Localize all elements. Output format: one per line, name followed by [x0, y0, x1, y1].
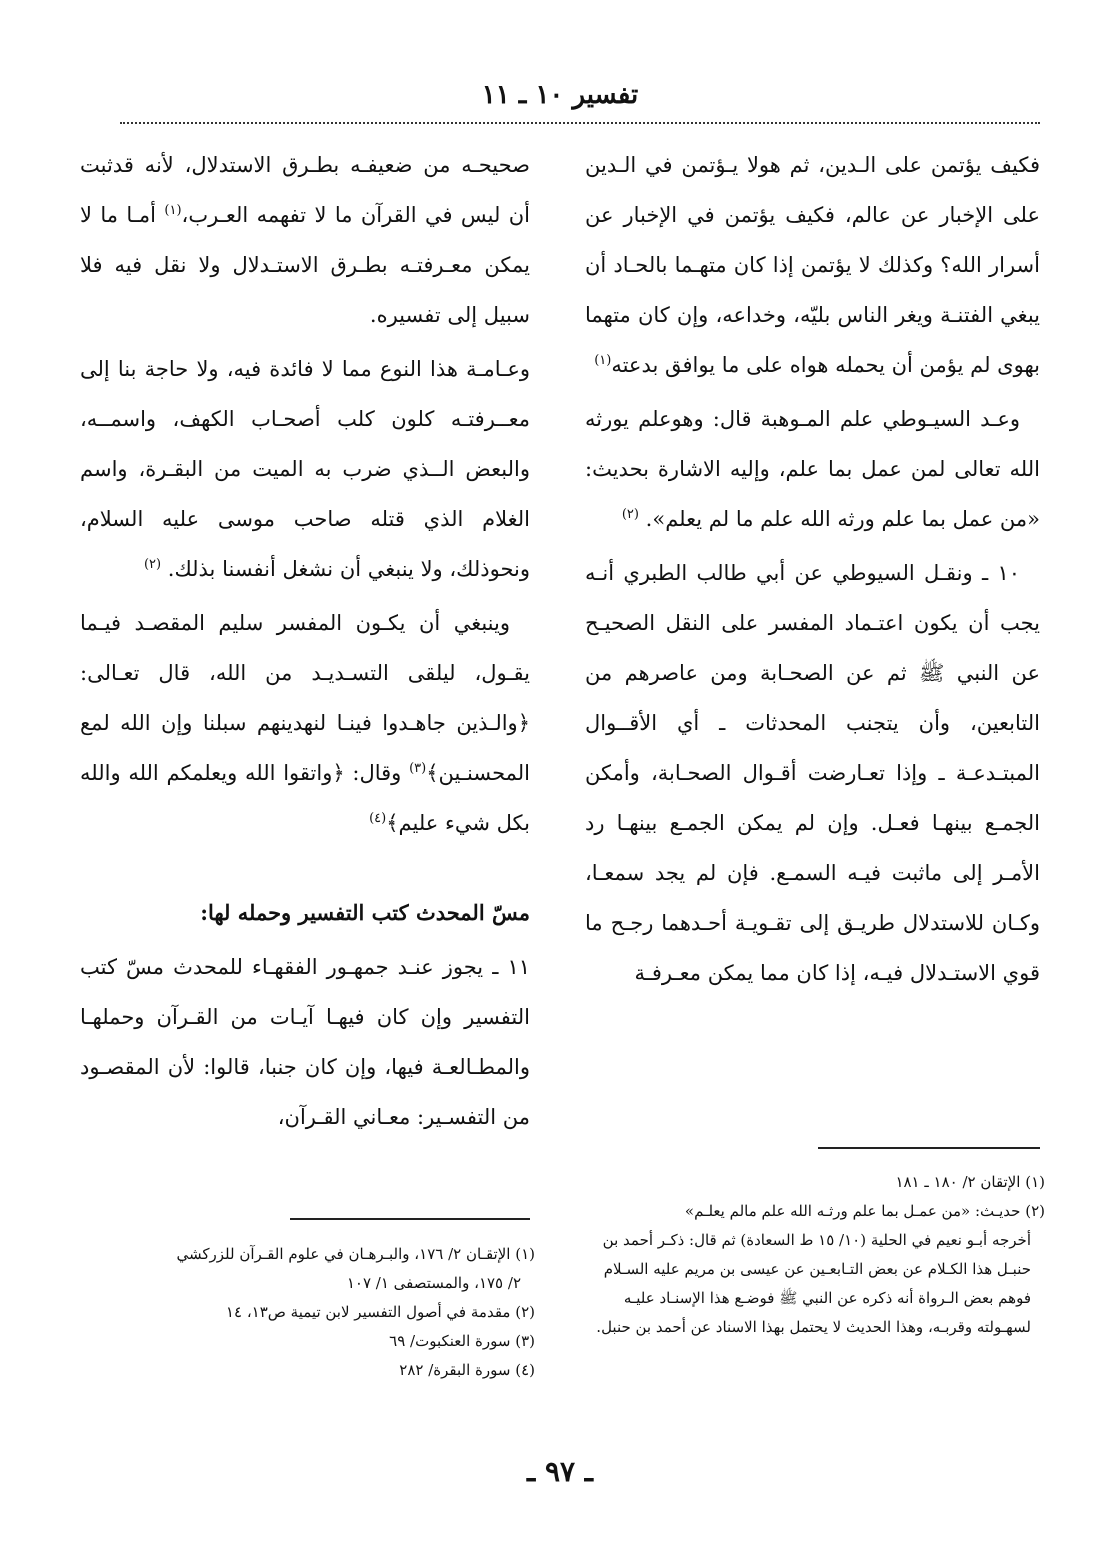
footnote-continuation: ٢/ ١٧٥، والمستصفى ١/ ١٠٧	[346, 1274, 521, 1292]
header-dotted-divider	[120, 122, 1040, 124]
left-paragraph-3-text-a: وينبغي أن يكـون المفسر سليم المقصـد فيـما يقـول، ليلقى التسـديـد من الله، قال تعـالى: ﴿والـذين جاهـدوا فينـا لنهدينهم سبلنا وإن الله لمع المحسنـين﴾	[80, 611, 530, 785]
footnotes-left	[80, 1240, 535, 1385]
footnote-item: (٢) مقدمة في أصول التفسير لابن تيمية ص١٣، ١٤	[225, 1303, 535, 1321]
right-paragraph-1	[585, 140, 1040, 390]
footnote-continuation: أخرجه أبـو نعيم في الحلية (١٠/ ١٥ ط السعادة) ثم قال: ذكـر أحمد بن حنبـل هذا الكـلام عن بعض التـابعـين عن عيسى بن مريم عليه السـلام فوهم بعض الـرواة أنه ذكره عن النبي ﷺ فوضـع هذا الإسنـاد عليـه لسهـولته وقربـه، وهذا الحديث لا يحتمل بهذا الاسناد عن أحمد بن حنبل.	[596, 1231, 1031, 1336]
left-paragraph-1	[80, 140, 530, 340]
footnote-ref-1: (١)	[164, 203, 182, 218]
footnote-item: (١) الإتقان ٢/ ١٨٠ ـ ١٨١	[895, 1173, 1045, 1191]
right-paragraph-3: ١٠ ـ ونقـل السيوطي عن أبي طالب الطبري أنـه يجب أن يكون اعتـماد المفسر على النقل الصحيـح عن النبي ﷺ ثم عن الصحـابة ومن عاصرهم من التابعين، وأن يتجنب المحدثات ـ أي الأقــوال المبتـدعـة ـ وإذا تعـارضت أقـوال الصحـابة، وأمكن الجمـع بينهـا فعـل. وإن لم يمكن الجمـع بينهـا رد الأمـر إلى ماثبت فيـه السمـع. فإن لم يجد سمعـا، وكـان للاستدلال طريـق إلى تقـويـة أحـدهما رجـح ما قوي الاستـدلال فيـه، إذا كان مما يمكن معـرفـة	[585, 561, 1040, 985]
footnote-item: (٤) سورة البقرة/ ٢٨٢	[399, 1361, 535, 1379]
left-paragraph-4: ١١ ـ يجوز عنـد جمهـور الفقهـاء للمحدث مسّ كتب التفسير وإن كان فيهـا آيـات من القـرآن وحملهـا والمطـالعـة فيها، وإن كان جنبا، قالوا: لأن المقصـود من التفسـير: معـاني القـرآن،	[80, 955, 530, 1129]
footnote-item: (٣) سورة العنكبوت/ ٦٩	[389, 1332, 535, 1350]
right-text-column	[585, 140, 1040, 1002]
footnote-item: (٢) حديـث: «من عمـل بما علم ورثـه الله علم مالم يعلـم»	[684, 1202, 1045, 1220]
footnote-item: (١) الإتقـان ٢/ ١٧٦، والبـرهـان في علوم القـرآن للزركشي	[176, 1245, 535, 1263]
left-paragraph-2-text: وعـامـة هذا النوع مما لا فائدة فيه، ولا حاجة بنا إلى معــرفتـه كلون كلب أصحـاب الكهف، واسمــه، والبعض الــذي ضرب به الميت من البقـرة، واسم الغلام الذي قتله صاحب موسى عليه السلام، ونحوذلك، ولا ينبغي أن نشغل أنفسنا بذلك.	[80, 357, 530, 581]
footnote-ref-2: (٢)	[621, 507, 639, 522]
footnote-ref-3: (٣)	[409, 761, 427, 776]
footnote-ref-4: (٤)	[369, 811, 387, 826]
right-paragraph-2	[585, 394, 1040, 544]
left-text-column	[80, 140, 530, 1146]
right-paragraph-2-text: وعـد السيـوطي علم المـوهبة قال: وهوعلم يورثه الله تعالى لمن عمل بما علم، وإليه الاشارة بحديث: «من عمل بما علم ورثه الله علم ما لم يعلم».	[585, 407, 1040, 531]
running-header: تفسير ١٠ ـ ١١	[481, 80, 639, 110]
footnote-divider-right	[818, 1147, 1040, 1149]
section-heading: مسّ المحدث كتب التفسير وحمله لها:	[200, 900, 530, 925]
footnote-ref-2: (٢)	[143, 557, 162, 572]
footnote-ref-1: (١)	[594, 353, 612, 368]
right-paragraph-1-text: فكيف يؤتمن على الـدين، ثم هولا يـؤتمن في الـدين على الإخبار عن عالم، فكيف يؤتمن في الإخبار عن أسرار الله؟ وكذلك لا يؤتمن إذا كان متهـما بالحـاد أن يبغي الفتنـة ويغر الناس بليّه، وخداعه، وإن كان متهما بهوى لم يؤمن أن يحمله هواه على ما يوافق بدعته	[585, 153, 1040, 377]
footnotes-right	[585, 1168, 1045, 1342]
left-paragraph-3	[80, 598, 530, 848]
left-paragraph-1-continuation: أمـا ما لا يمكن معـرفتـه بطـرق الاستـدلال ولا نقل فيه فلا سبيل إلى تفسيره.	[80, 203, 530, 327]
page-number: ـ ٩٧ ـ	[527, 1455, 593, 1488]
left-paragraph-1-text: صحيحـه من ضعيفـه بطـرق الاستدلال، لأنه قدثبت أن ليس في القرآن ما لا تفهمه العـرب،	[80, 153, 531, 227]
footnote-divider-left	[290, 1218, 530, 1220]
left-paragraph-3-text-b: وقال: ﴿واتقوا الله ويعلمكم الله والله بكل شيء عليم﴾	[80, 761, 530, 835]
left-paragraph-2	[80, 344, 530, 594]
